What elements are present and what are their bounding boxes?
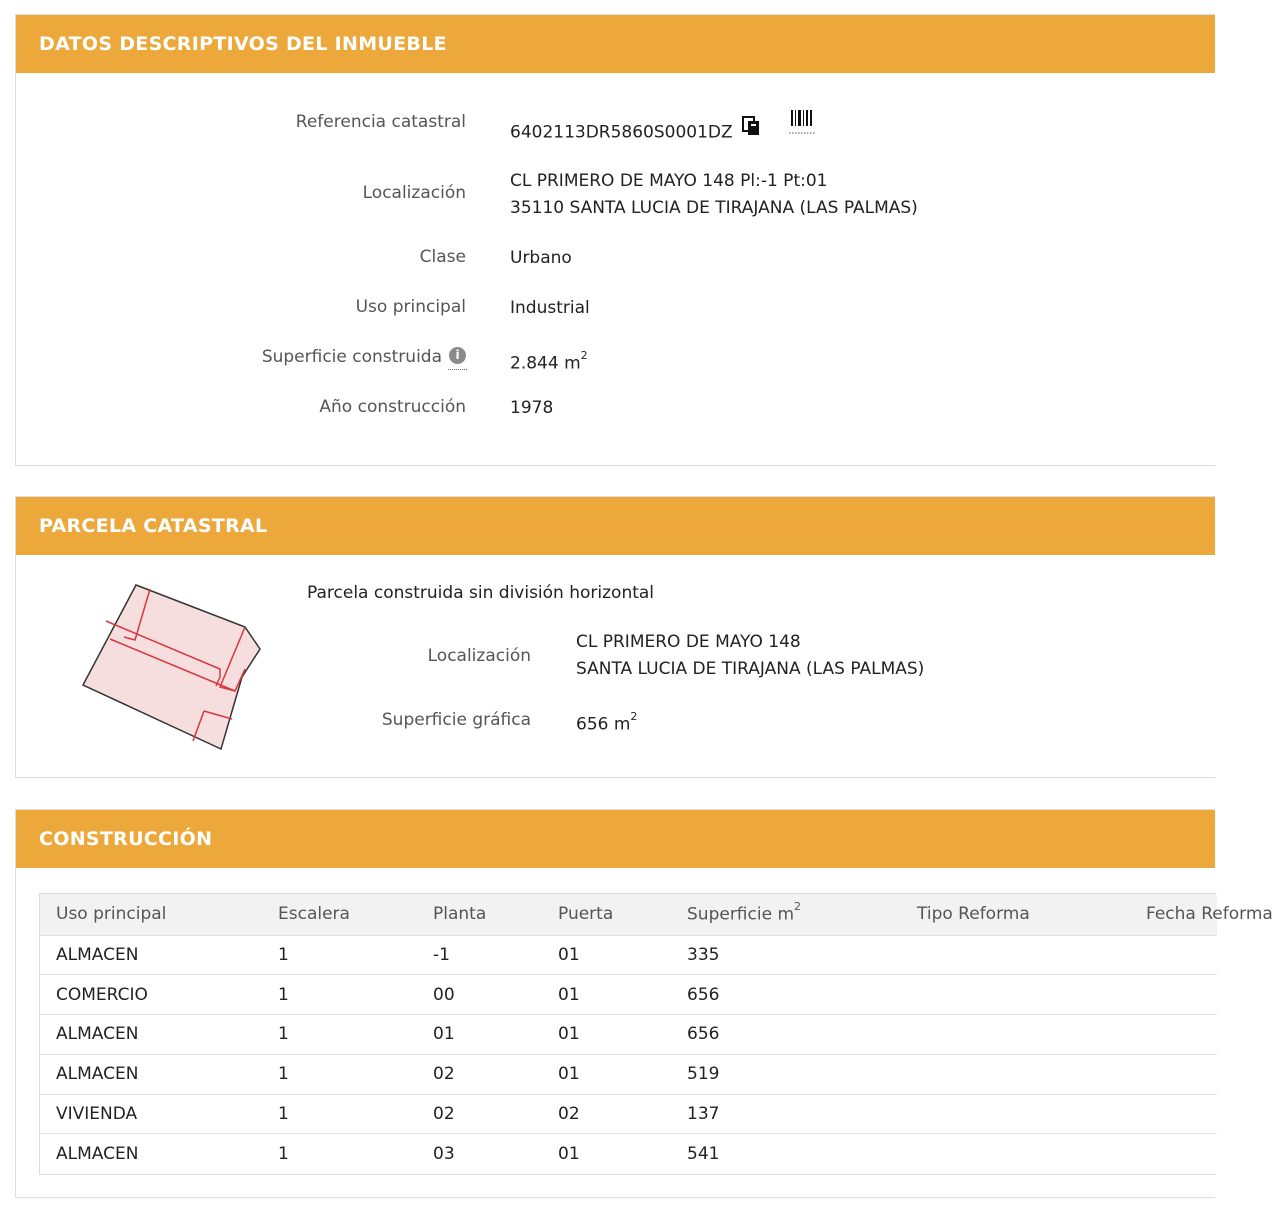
copy-icon[interactable] [742, 116, 760, 145]
construction-table-wrap [39, 893, 1273, 1175]
cell-fecha-reforma [1130, 1094, 1217, 1134]
construction-panel [15, 809, 1273, 1198]
parcel-loc-label: Localización [427, 646, 531, 666]
cell-escalera: 1 [262, 1054, 417, 1094]
loc-line-2: 35110 SANTA LUCIA DE TIRAJANA (LAS PALMAS) [510, 198, 918, 218]
clase-row [16, 247, 1216, 267]
cell-puerta: 02 [542, 1094, 671, 1134]
barcode-icon[interactable] [789, 108, 815, 145]
col-header-uso: Uso principal [40, 894, 262, 935]
col-header-fecha-reforma: Fecha Reforma [1130, 894, 1217, 935]
anio-value: 1978 [510, 398, 554, 418]
cell-tipo-reforma [901, 1094, 1130, 1134]
parcel-loc-line-1: CL PRIMERO DE MAYO 148 [576, 632, 801, 652]
table-header-row [40, 894, 1217, 935]
parcel-panel [15, 496, 1215, 778]
col-header-superficie [671, 894, 901, 935]
cell-uso: VIVIENDA [40, 1094, 262, 1134]
sup-label-wrap [16, 347, 466, 367]
cell-planta: -1 [417, 935, 542, 975]
clase-value: Urbano [510, 248, 572, 268]
col-header-planta: Planta [417, 894, 542, 935]
parcel-loc-line-2: SANTA LUCIA DE TIRAJANA (LAS PALMAS) [576, 659, 925, 679]
loc-line-1: CL PRIMERO DE MAYO 148 Pl:-1 Pt:01 [510, 171, 828, 191]
cell-puerta: 01 [542, 935, 671, 975]
cell-uso: ALMACEN [40, 1054, 262, 1094]
table-row [40, 1134, 1217, 1174]
sup-value [510, 345, 588, 378]
col-header-superficie-exp: 2 [794, 900, 802, 914]
cell-uso: ALMACEN [40, 1015, 262, 1055]
cell-tipo-reforma [901, 975, 1130, 1015]
cell-escalera: 1 [262, 975, 417, 1015]
cell-puerta: 01 [542, 1015, 671, 1055]
cell-uso: ALMACEN [40, 935, 262, 975]
cell-fecha-reforma [1130, 975, 1217, 1015]
cell-tipo-reforma [901, 1134, 1130, 1174]
cell-planta: 00 [417, 975, 542, 1015]
sup-exponent: 2 [580, 349, 588, 362]
cell-uso: ALMACEN [40, 1134, 262, 1174]
cell-escalera: 1 [262, 1134, 417, 1174]
sup-value-number: 2.844 m [510, 353, 581, 374]
cell-superficie: 335 [671, 935, 901, 975]
cell-uso: COMERCIO [40, 975, 262, 1015]
anio-row [16, 397, 1216, 417]
cell-planta: 01 [417, 1015, 542, 1055]
descriptive-panel-header: DATOS DESCRIPTIVOS DEL INMUEBLE [16, 15, 1215, 73]
loc-value [510, 168, 918, 222]
cell-escalera: 1 [262, 1094, 417, 1134]
cell-planta: 02 [417, 1094, 542, 1134]
parcel-sup-value [576, 706, 637, 739]
col-header-superficie-text: Superficie m [687, 905, 795, 926]
table-row [40, 1054, 1217, 1094]
cell-puerta: 01 [542, 1054, 671, 1094]
parcel-sup-exponent: 2 [630, 710, 638, 723]
cell-escalera: 1 [262, 935, 417, 975]
sup-row [16, 347, 1216, 367]
uso-value: Industrial [510, 298, 590, 318]
cell-superficie: 656 [671, 975, 901, 1015]
parcel-loc-value [576, 629, 924, 683]
cell-superficie: 541 [671, 1134, 901, 1174]
construction-panel-header: CONSTRUCCIÓN [16, 810, 1215, 868]
ref-value[interactable]: 6402113DR5860S0001DZ [510, 122, 733, 143]
ref-label: Referencia catastral [295, 112, 466, 132]
cell-superficie: 656 [671, 1015, 901, 1055]
cell-planta: 02 [417, 1054, 542, 1094]
cell-superficie: 137 [671, 1094, 901, 1134]
cell-puerta: 01 [542, 1134, 671, 1174]
table-row [40, 935, 1217, 975]
cell-planta: 03 [417, 1134, 542, 1174]
cell-fecha-reforma [1130, 1134, 1217, 1174]
cell-tipo-reforma [901, 935, 1130, 975]
parcel-title: Parcela construida sin división horizontal [307, 583, 655, 603]
clase-label: Clase [419, 247, 466, 267]
col-header-escalera: Escalera [262, 894, 417, 935]
loc-label: Localización [362, 183, 466, 203]
cell-puerta: 01 [542, 975, 671, 1015]
col-header-tipo-reforma: Tipo Reforma [901, 894, 1130, 935]
col-header-puerta: Puerta [542, 894, 671, 935]
uso-label: Uso principal [355, 297, 466, 317]
cell-fecha-reforma [1130, 1015, 1217, 1055]
cell-tipo-reforma [901, 1015, 1130, 1055]
table-row [40, 1015, 1217, 1055]
ref-value-group [510, 114, 815, 151]
sup-label: Superficie construida [261, 347, 442, 367]
cell-fecha-reforma [1130, 1054, 1217, 1094]
table-row [40, 1094, 1217, 1134]
parcel-panel-header: PARCELA CATASTRAL [16, 497, 1215, 555]
cell-escalera: 1 [262, 1015, 417, 1055]
parcel-sup-number: 656 m [576, 714, 631, 735]
construction-table [40, 894, 1273, 1174]
info-icon[interactable]: i [449, 347, 466, 364]
cell-tipo-reforma [901, 1054, 1130, 1094]
anio-label: Año construcción [319, 397, 466, 417]
descriptive-data-panel [15, 14, 1215, 466]
cell-fecha-reforma [1130, 935, 1217, 975]
table-row [40, 975, 1217, 1015]
parcel-sup-label: Superficie gráfica [381, 710, 531, 730]
uso-row [16, 297, 1216, 317]
cell-superficie: 519 [671, 1054, 901, 1094]
